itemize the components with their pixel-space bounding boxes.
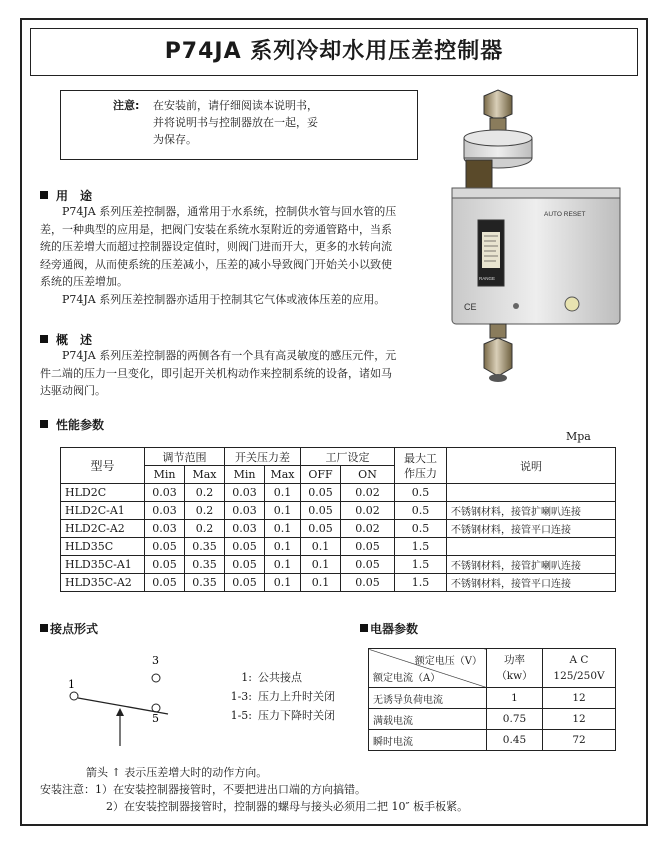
- legend-item: 1-3: 压力上升时关闭: [230, 690, 335, 703]
- usage-line: P74JA 系列压差控制器亦适用于控制其它气体或液体压差的应用。: [62, 292, 386, 306]
- header-diff: 开关压力差: [225, 448, 301, 466]
- header-model: 型号: [61, 448, 145, 484]
- terminal-3: [152, 674, 160, 682]
- legend-item: 1-5: 压力下降时关闭: [230, 709, 335, 722]
- header-max: Max: [265, 466, 301, 484]
- action-arrow-head: [116, 708, 124, 716]
- notice-line: 在安装前，请仔细阅读本说明书，: [153, 99, 318, 112]
- install-note-2: 2）在安装控制器接管时，控制器的螺母与接头必须用二把 10″ 板手板紧。: [106, 800, 469, 813]
- ac-header: A C 125/250V: [543, 649, 616, 688]
- range-label: RANGE: [479, 276, 496, 281]
- terminal-1: [70, 692, 78, 700]
- legend-item: 1: 公共接点: [241, 671, 302, 684]
- terminal-5-label: 5: [152, 712, 159, 725]
- terminal-3-label: 3: [152, 654, 159, 667]
- electrical-table: [368, 648, 616, 751]
- usage-paragraph: [40, 203, 438, 308]
- specs-table: [60, 447, 616, 592]
- usage-line: P74JA 系列压差控制器，通常用于水系统，控制供水管与回水管的压: [62, 205, 397, 218]
- bullet-square: [40, 191, 48, 199]
- document-title: P74JA 系列冷却水用压差控制器: [30, 28, 638, 76]
- bullet-square: [360, 624, 368, 632]
- header-off: OFF: [301, 466, 341, 484]
- table-row: HLD35C-A1 0.05 0.35 0.05 0.1 0.1 0.05 1.5 不锈钢材料，接管扩喇叭连接: [61, 556, 616, 574]
- header-factory: 工厂设定: [301, 448, 395, 466]
- install-label: 安装注意：: [40, 783, 95, 796]
- install-note-1: 安装注意：1）在安装控制器接管时，不要把进出口端的方向搞错。: [40, 783, 366, 796]
- usage-line: 系统的压差增加。: [40, 275, 128, 288]
- bullet-square: [40, 420, 48, 428]
- contact-heading: 接点形式: [40, 620, 98, 637]
- header-max: Max: [185, 466, 225, 484]
- power-header: 功率 （kw）: [487, 649, 543, 688]
- usage-line: 经旁通阀，从而使系统的压差减小，压差的减小导致阀门开始关小以致使: [40, 257, 392, 271]
- table-row: 瞬时电流 0.45 72: [369, 730, 616, 751]
- rated-current-label: 额定电流（A）: [373, 673, 441, 684]
- header-range: 调节范围: [145, 448, 225, 466]
- header-on: ON: [341, 466, 395, 484]
- contact-diagram: [60, 650, 210, 750]
- table-row: HLD2C-A1 0.03 0.2 0.03 0.1 0.05 0.02 0.5 不锈钢材料，接管扩喇叭连接: [61, 502, 616, 520]
- usage-line: 统的压差增大而超过控制器设定值时，则阀门进而开大，更多的水转向流: [40, 240, 392, 253]
- electrical-heading: 电器参数: [360, 620, 418, 637]
- overview-paragraph: [40, 347, 440, 400]
- product-photo: [446, 88, 624, 388]
- overview-heading: 概 述: [40, 331, 92, 348]
- table-row: HLD2C 0.03 0.2 0.03 0.1 0.05 0.02 0.5: [61, 484, 616, 502]
- header-max-pressure: 最大工 作压力: [395, 448, 447, 484]
- overview-line: 件二端的压力一旦变化，即引起开关机构动作来控制系统的设备，诸如马: [40, 366, 392, 380]
- header-min: Min: [225, 466, 265, 484]
- notice-line: 并将说明书与控制器放在一起，妥: [153, 116, 318, 129]
- table-row: HLD35C 0.05 0.35 0.05 0.1 0.1 0.05 1.5: [61, 538, 616, 556]
- table-row: HLD35C-A2 0.05 0.35 0.05 0.1 0.1 0.05 1.5 不锈钢材料，接管平口连接: [61, 574, 616, 592]
- notice-box: [60, 90, 418, 160]
- header-note: 说明: [447, 448, 616, 484]
- usage-heading: 用 途: [40, 187, 92, 204]
- overview-line: 达驱动阀门。: [40, 384, 106, 397]
- specs-heading: 性能参数: [40, 416, 104, 433]
- table-row: HLD2C-A2 0.03 0.2 0.03 0.1 0.05 0.02 0.5 不锈钢材料，接管平口连接: [61, 520, 616, 538]
- notice-text: [153, 97, 373, 148]
- table-header-row: [61, 448, 616, 466]
- auto-reset-label: AUTO RESET: [544, 211, 586, 218]
- usage-line: 差，一种典型的应用是，把阀门安装在系统水泵附近的旁通管路中，当系: [40, 222, 392, 236]
- ce-mark: CE: [464, 302, 477, 312]
- contact-legend: [218, 668, 335, 725]
- unit-label: Mpa: [566, 430, 591, 443]
- terminal-1-label: 1: [68, 678, 75, 691]
- bullet-square: [40, 624, 48, 632]
- notice-line: 为保存。: [153, 133, 197, 146]
- overview-line: P74JA 系列压差控制器的两侧各有一个具有高灵敏度的感压元件，元: [62, 349, 397, 362]
- notice-label: 注意:: [113, 99, 140, 112]
- bullet-square: [40, 335, 48, 343]
- rated-voltage-label: 额定电压（V）: [414, 656, 482, 667]
- header-min: Min: [145, 466, 185, 484]
- arrow-note: 箭头 ↑ 表示压差增大时的动作方向。: [86, 766, 268, 779]
- table-row: 满载电流 0.75 12: [369, 709, 616, 730]
- table-header-row: [369, 649, 616, 688]
- table-row: 无诱导负荷电流 1 12: [369, 688, 616, 709]
- diagonal-header-cell: [369, 649, 487, 688]
